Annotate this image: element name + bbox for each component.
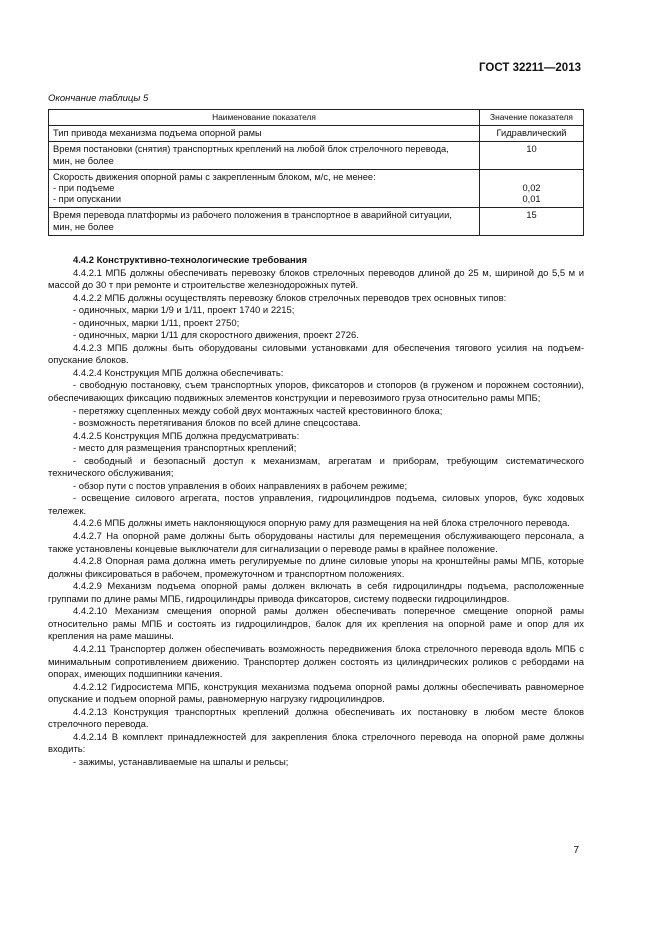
paragraph: 4.4.2.13 Конструкция транспортных креплений должна обеспечивать их постановку в любом месте блоков стрелочного перевода.	[48, 706, 584, 731]
table-header-row	[49, 110, 584, 126]
indicator-name-line: Тип привода механизма подъема опорной рамы	[53, 128, 262, 139]
table-row	[49, 169, 584, 208]
standard-code: ГОСТ 32211—2013	[479, 62, 581, 74]
indicator-value-cell	[480, 142, 584, 169]
list-item: - место для размещения транспортных креплений;	[73, 443, 297, 455]
paragraph: 4.4.2.6 МПБ должны иметь наклоняющуюся опорную раму для размещения на ней блока стрелочного перевода.	[73, 518, 570, 530]
indicator-value-line: Гидравлический	[496, 128, 567, 139]
paragraph: 4.4.2.4 Конструкция МПБ должна обеспечивать:	[73, 367, 284, 379]
table-body	[49, 126, 584, 236]
indicator-value-line: 0,01	[522, 194, 541, 205]
list-item: - одиночных, марки 1/11, проект 2750;	[73, 317, 240, 329]
indicator-value-cell	[480, 169, 584, 208]
list-item: - возможность перетягивания блоков по всей длине спецсостава.	[73, 418, 361, 430]
indicator-name-line: Скорость движения опорной рамы с закрепленным блоком, м/с, не менее:	[53, 171, 376, 182]
paragraph-list	[48, 268, 584, 770]
indicator-value-line: 10	[526, 144, 537, 155]
indicator-value-cell	[480, 126, 584, 142]
specification-table	[48, 109, 584, 236]
indicator-name-line: мин, не более	[53, 155, 114, 166]
page-number: 7	[573, 845, 579, 856]
indicator-value-cell	[480, 208, 584, 235]
list-item: - свободную постановку, съем транспортных упоров, фиксаторов и стопоров (в груженом и порожнем состоянии), обеспечивающих фиксацию подвижных элементов конструкции и перевозимого груза относительно рамы МПБ;	[48, 380, 584, 405]
paragraph: 4.4.2.11 Транспортер должен обеспечивать возможность передвижения блока стрелочного перевода вдоль МПБ с минимальным сопротивлением движению. Транспортер должен состоять из цилиндрических роликов с ребордами на опорах, имеющих подшипники качения.	[48, 643, 584, 681]
list-item: - одиночных, марки 1/9 и 1/11, проект 1740 и 2215;	[73, 305, 295, 317]
indicator-name-cell	[49, 208, 480, 235]
list-item: - одиночных, марки 1/11 для скоростного движения, проект 2726.	[73, 330, 359, 342]
indicator-value-line: 0,02	[522, 183, 541, 194]
indicator-name-cell	[49, 126, 480, 142]
indicator-name-cell	[49, 142, 480, 169]
table-caption: Окончание таблицы 5	[48, 93, 149, 104]
table-row	[49, 126, 584, 142]
paragraph: 4.4.2.3 МПБ должны быть оборудованы силовыми установками для обеспечения тягового усилия на подъем-опускание блоков.	[48, 342, 584, 367]
indicator-value-line	[484, 172, 579, 183]
indicator-name-line: Время постановки (снятия) транспортных креплений на любой блок стрелочного перевода,	[53, 144, 449, 155]
paragraph: 4.4.2.2 МПБ должны осуществлять перевозку блоков стрелочных переводов трех основных типов:	[73, 292, 507, 304]
indicator-name-line: - при опускании	[53, 194, 122, 205]
paragraph: 4.4.2.7 На опорной раме должны быть оборудованы настилы для перемещения обслуживающего персонала, а также установлены концевые выключатели для сигнализации о переводе рамы в крайнее положение.	[48, 531, 584, 555]
list-item: - свободный и безопасный доступ к механизмам, агрегатам и приборам, требующим систематического технического обслуживания;	[48, 455, 584, 480]
paragraph: 4.4.2.8 Опорная рама должна иметь регулируемые по длине силовые упоры на кронштейны рамы МПБ, которые должны фиксироваться в рабочем, промежуточном и транспортном положениях.	[48, 556, 584, 580]
table-row	[49, 208, 584, 235]
list-item: - зажимы, устанавливаемые на шпалы и рельсы;	[73, 756, 289, 768]
list-item: - обзор пути с постов управления в обоих направлениях в рабочем режиме;	[73, 480, 408, 492]
paragraph: 4.4.2.10 Механизм смещения опорной рамы должен обеспечивать поперечное смещение опорной рамы относительно рамы МПБ и состоять из гидроцилиндров, балок для их крепления на опорной раме и опор для их крепления на раме машины.	[48, 606, 584, 643]
indicator-name-cell	[49, 169, 480, 208]
paragraph: 4.4.2.14 В комплект принадлежностей для закрепления блока стрелочного перевода на опорной раме должны входить:	[48, 731, 584, 756]
column-header-value: Значение показателя	[480, 110, 584, 126]
table-row	[49, 142, 584, 169]
list-item: - освещение силового агрегата, постов управления, гидроцилиндров подъема, силовых упоров, букс ходовых тележек.	[48, 493, 584, 517]
paragraph: 4.4.2.1 МПБ должны обеспечивать перевозку блоков стрелочных переводов длиной до 25 м, шириной до 5,5 м и массой до 30 т при ремонте и строительстве железнодорожных путей.	[48, 267, 584, 292]
paragraph: 4.4.2.5 Конструкция МПБ должна предусматривать:	[73, 430, 300, 442]
column-header-name: Наименование показателя	[49, 110, 480, 126]
indicator-name-line: мин, не более	[53, 221, 114, 232]
section-heading: 4.4.2 Конструктивно-технологические требования	[73, 255, 308, 266]
paragraph: 4.4.2.12 Гидросистема МПБ, конструкция механизма подъема опорной рамы должны обеспечивать равномерное опускание и подъем опорной рамы, равномерную нагрузку гидроцилиндров.	[48, 681, 584, 706]
section-body	[48, 255, 584, 769]
indicator-value-line: 15	[526, 210, 537, 221]
paragraph: 4.4.2.9 Механизм подъема опорной рамы должен включать в себя гидроцилиндры подъема, расположенные группами по длине рамы МПБ, гидроцилиндры привода фиксаторов, систему подвески гидроцилиндров.	[48, 581, 584, 605]
indicator-name-line: - при подъеме	[53, 183, 115, 194]
indicator-name-line: Время перевода платформы из рабочего положения в транспортное в аварийной ситуации,	[53, 210, 452, 221]
list-item: - перетяжку сцепленных между собой двух монтажных частей крестовинного блока;	[73, 405, 443, 417]
